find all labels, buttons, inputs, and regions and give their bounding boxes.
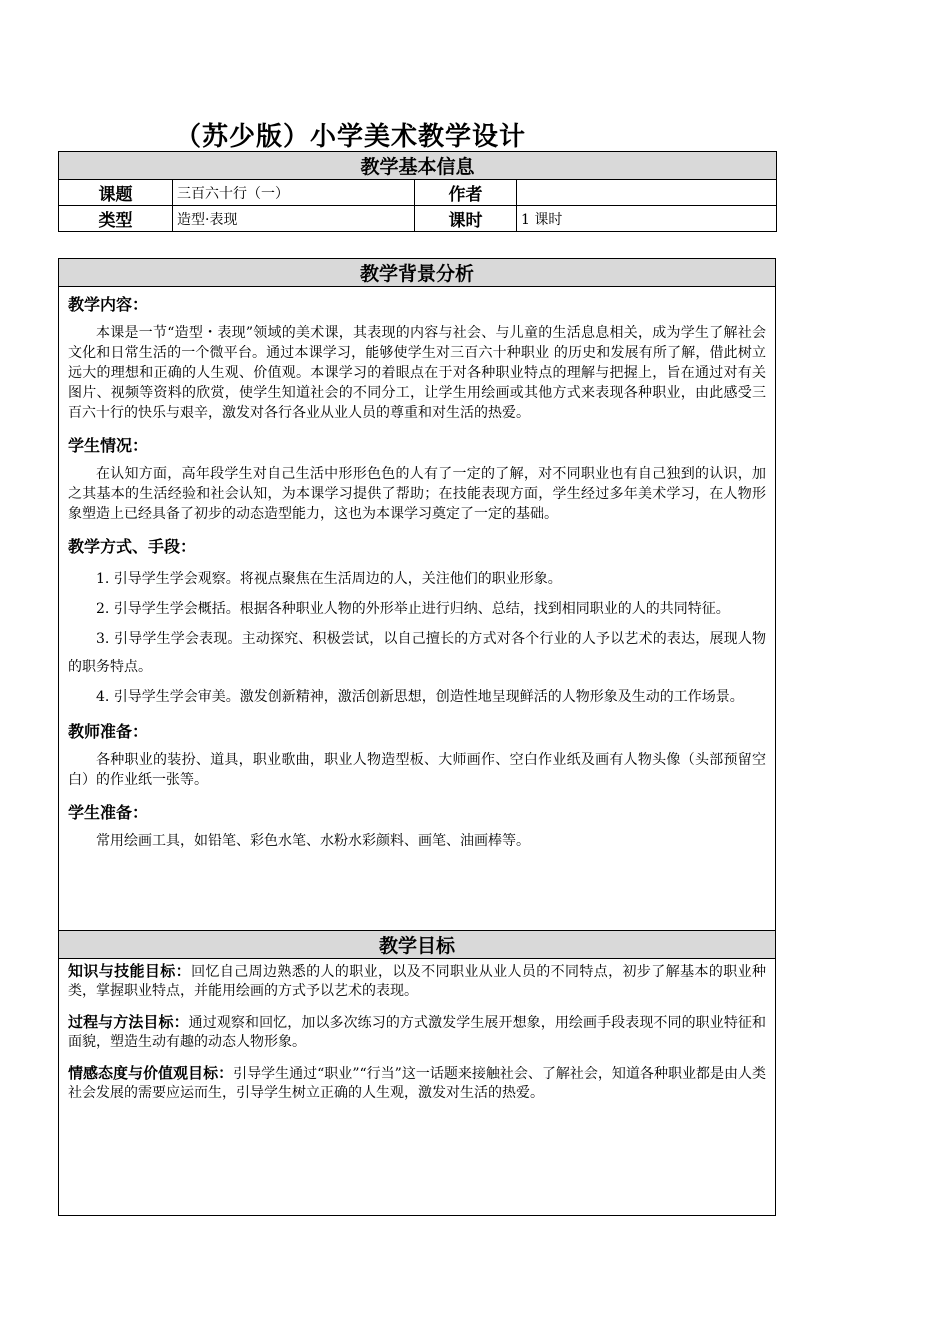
topic-label: 课题 — [59, 180, 173, 206]
author-value — [517, 180, 777, 206]
topic-value: 三百六十行（一） — [173, 180, 415, 206]
type-value: 造型·表现 — [173, 206, 415, 232]
author-label: 作者 — [415, 180, 517, 206]
content-text: 本课是一节“造型・表现”领域的美术课，其表现的内容与社会、与儿童的生活息息相关，成为学生了解社会文化和日常生活的一个微平台。通过本课学习，能够使学生对三百六十种职业 的历史和发展有所了解，借此树立远大的理想和正确的人生观、价值观。本课学习的着眼点在于对各种职业特点的理解与把握上，旨在通过对有关图片、视频等资料的欣赏，使学生知道社会的不同分工，让学生用绘画或其他方式来表现各种职业，由此感受三百六十行的快乐与艰辛，激发对各行各业从业人员的尊重和对生活的热爱。 — [68, 325, 766, 421]
page-title: （苏少版）小学美术教学设计 — [175, 122, 527, 152]
student-prep-text: 常用绘画工具，如铅笔、彩色水笔、水粉水彩颜料、画笔、油画棒等。 — [96, 833, 530, 849]
knowledge-objective — [68, 962, 766, 1001]
emotion-label: 情感态度与价值观目标： — [68, 1064, 234, 1082]
method-item: 2. 引导学生学会概括。根据各种职业人物的外形举止进行归纳、总结，找到相同职业的人的共同特征。 — [96, 601, 730, 617]
content-heading: 教学内容： — [68, 295, 149, 314]
process-text: 通过观察和回忆，加以多次练习的方式激发学生展开想象，用绘画手段表现不同的职业特征和面貌，塑造生动有趣的动态人物形象。 — [68, 1015, 766, 1050]
basic-info-header: 教学基本信息 — [59, 152, 777, 180]
background-header: 教学背景分析 — [59, 259, 776, 287]
emotion-text: 引导学生通过“职业”“行当”这一话题来接触社会、了解社会，知道各种职业都是由人类社会发展的需要应运而生，引导学生树立正确的人生观，激发对生活的热爱。 — [68, 1066, 766, 1101]
teacher-prep-heading: 教师准备： — [68, 722, 149, 741]
student-heading: 学生情况： — [68, 436, 149, 455]
period-value: 1 课时 — [517, 206, 777, 232]
method-item: 1. 引导学生学会观察。将视点聚焦在生活周边的人，关注他们的职业形象。 — [96, 571, 562, 587]
emotion-objective — [68, 1064, 766, 1103]
method-item: 3. 引导学生学会表现。主动探究、积极尝试，以自己擅长的方式对各个行业的人予以艺术的表达，展现人物的职务特点。 — [68, 631, 766, 675]
period-label: 课时 — [415, 206, 517, 232]
student-prep-heading: 学生准备： — [68, 803, 149, 822]
process-label: 过程与方法目标： — [68, 1013, 189, 1031]
lesson-plan-table — [58, 258, 776, 1216]
background-section — [59, 287, 776, 931]
process-objective — [68, 1013, 766, 1052]
method-item: 4. 引导学生学会审美。激发创新精神，激活创新思想，创造性地呈现鲜活的人物形象及生动的工作场景。 — [96, 689, 744, 705]
knowledge-text: 回忆自己周边熟悉的人的职业，以及不同职业从业人员的不同特点，初步了解基本的职业种类，掌握职业特点，并能用绘画的方式予以艺术的表现。 — [68, 964, 766, 999]
objectives-section — [59, 959, 776, 1216]
method-heading: 教学方式、手段： — [68, 537, 197, 556]
basic-info-table — [58, 151, 777, 232]
type-label: 类型 — [59, 206, 173, 232]
knowledge-label: 知识与技能目标： — [68, 962, 192, 980]
student-text: 在认知方面，高年段学生对自己生活中形形色色的人有了一定的了解，对不同职业也有自己独到的认识，加之其基本的生活经验和社会认知，为本课学习提供了帮助；在技能表现方面，学生经过多年美术学习，在人物形象塑造上已经具备了初步的动态造型能力，这也为本课学习奠定了一定的基础。 — [68, 466, 766, 522]
objectives-header: 教学目标 — [59, 931, 776, 959]
teacher-prep-text: 各种职业的装扮、道具，职业歌曲，职业人物造型板、大师画作、空白作业纸及画有人物头像（头部预留空白）的作业纸一张等。 — [68, 752, 766, 788]
